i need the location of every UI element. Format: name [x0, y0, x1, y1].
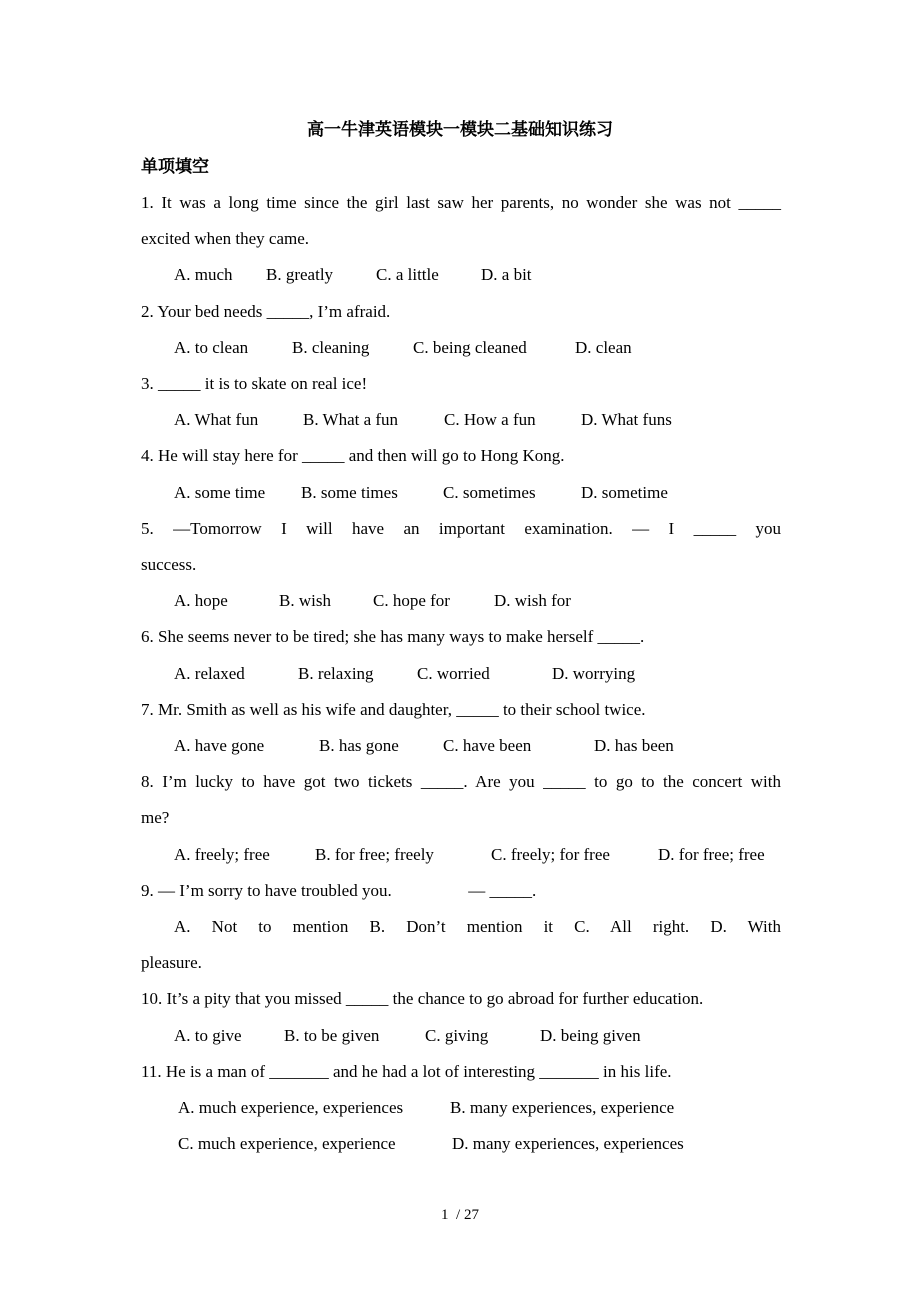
- question-stem: 2. Your bed needs _____, I’m afraid.: [141, 301, 391, 321]
- options-row: [141, 402, 781, 438]
- option-b: B. for free; freely: [315, 844, 434, 864]
- option-c: C. have been: [443, 735, 532, 755]
- section-heading: 单项填空: [141, 157, 209, 177]
- options-row: [141, 583, 781, 619]
- option-c: C. a little: [376, 265, 439, 285]
- question-stem: 1. It was a long time since the girl last saw her parents, no wonder she was not _____: [141, 193, 781, 212]
- question-stem: 4. He will stay here for _____ and then will go to Hong Kong.: [141, 446, 565, 466]
- options-row: [141, 728, 781, 764]
- option-b: B. What a fun: [303, 410, 399, 430]
- option-a: A. to clean: [174, 337, 249, 357]
- option-d: D. sometime: [581, 482, 668, 502]
- question-list: [141, 185, 781, 1162]
- option-a: A. freely; free: [174, 844, 270, 864]
- option-b: B. many experiences, experience: [450, 1097, 675, 1117]
- option-a: A. hope: [174, 591, 228, 611]
- option-b: B. greatly: [266, 265, 334, 285]
- question-stem-continued: me?: [141, 808, 170, 828]
- page-number: 1 / 27: [441, 1207, 479, 1223]
- options-row: A. Not to mention B. Don’t mention it C. All right. D. With: [174, 916, 781, 936]
- question-stem: 8. I’m lucky to have got two tickets _____. Are you _____ to go to the concert with: [141, 772, 781, 792]
- option-b: B. wish: [279, 591, 331, 611]
- option-a: A. relaxed: [174, 663, 245, 683]
- option-a: A. to give: [174, 1025, 242, 1045]
- option-c: C. giving: [425, 1025, 489, 1045]
- option-a: A. much: [174, 265, 233, 285]
- option-c: C. hope for: [373, 591, 450, 611]
- option-a: A. What fun: [174, 410, 259, 430]
- options-row: [141, 1018, 781, 1054]
- options-row: [141, 656, 781, 692]
- question-stem: 6. She seems never to be tired; she has many ways to make herself _____.: [141, 627, 645, 647]
- option-b: B. cleaning: [292, 337, 370, 357]
- option-d: D. a bit: [481, 265, 532, 285]
- document-title: 高一牛津英语模块一模块二基础知识练习: [307, 120, 613, 140]
- question-stem-continued: success.: [141, 554, 197, 574]
- option-d: D. has been: [594, 735, 674, 755]
- option-d: D. wish for: [494, 591, 571, 611]
- option-c: C. freely; for free: [491, 844, 610, 864]
- option-c: C. much experience, experience: [178, 1134, 396, 1154]
- option-c: C. worried: [417, 663, 490, 683]
- option-a: A. much experience, experiences: [178, 1097, 404, 1117]
- option-a: A. have gone: [174, 735, 265, 755]
- question-stem: 3. _____ it is to skate on real ice!: [141, 373, 368, 393]
- option-continued: pleasure.: [141, 953, 202, 973]
- option-b: B. has gone: [319, 735, 399, 755]
- options-row: [141, 257, 781, 293]
- question-stem-continued: excited when they came.: [141, 229, 310, 249]
- options-row: [141, 1126, 781, 1162]
- option-d: D. many experiences, experiences: [452, 1134, 684, 1154]
- option-c: C. sometimes: [443, 482, 536, 502]
- question-stem: 10. It’s a pity that you missed _____ the chance to go abroad for further education.: [141, 989, 704, 1009]
- option-b: B. to be given: [284, 1025, 380, 1045]
- options-row: [141, 1090, 781, 1126]
- option-c: C. being cleaned: [413, 337, 527, 357]
- option-d: D. worrying: [552, 663, 636, 683]
- option-c: C. How a fun: [444, 410, 536, 430]
- option-d: D. for free; free: [658, 844, 765, 864]
- options-row: [141, 837, 781, 873]
- question-stem: 5. —Tomorrow I will have an important examination. — I _____ you: [141, 518, 781, 538]
- question-stem: 11. He is a man of _______ and he had a lot of interesting _______ in his life.: [141, 1061, 672, 1081]
- option-d: D. What funs: [581, 410, 672, 430]
- question-stem: 7. Mr. Smith as well as his wife and daughter, _____ to their school twice.: [141, 699, 646, 719]
- question-stem: 9. — I’m sorry to have troubled you. — _____.: [141, 880, 537, 900]
- option-d: D. being given: [540, 1025, 641, 1045]
- options-row: [141, 475, 781, 511]
- option-a: A. some time: [174, 482, 266, 502]
- option-b: B. some times: [301, 482, 398, 502]
- options-row: [141, 330, 781, 366]
- option-b: B. relaxing: [298, 663, 374, 683]
- option-d: D. clean: [575, 337, 632, 357]
